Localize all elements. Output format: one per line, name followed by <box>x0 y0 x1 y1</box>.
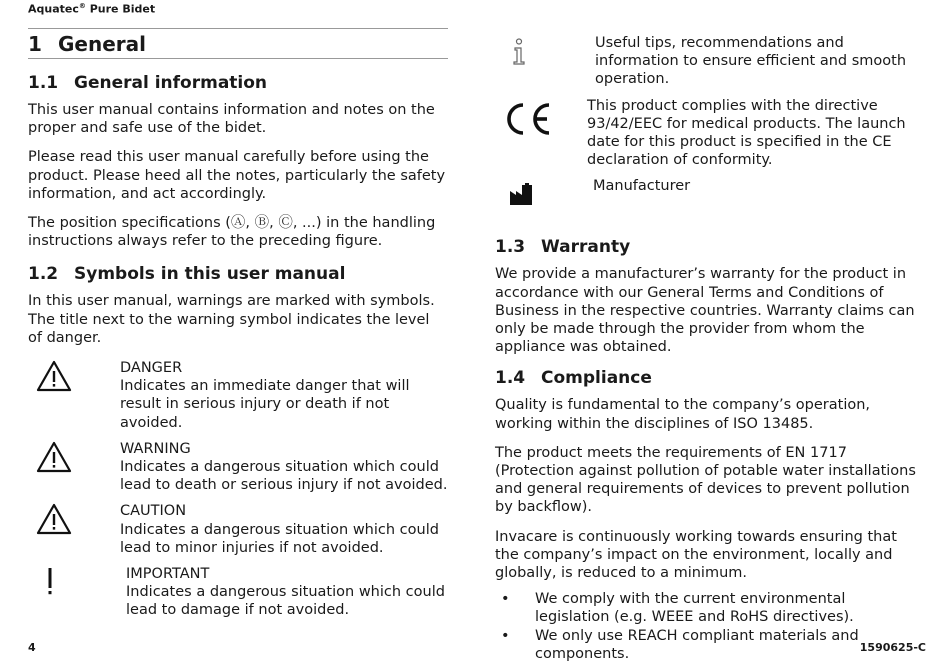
symbol-title: WARNING <box>120 440 191 457</box>
subsection-title: General information <box>74 73 268 93</box>
warning-triangle-icon <box>28 502 120 557</box>
ce-mark-icon <box>495 97 587 170</box>
symbol-description: Indicates a dangerous situation which could lead to damage if not avoided. <box>126 584 445 619</box>
paragraph: We provide a manufacturer’s warranty for the product in accordance with our General Terms and Conditions of Business in the respective countries. Warranty claims can only be made through the provider from whom the appliance was obtained. <box>495 266 915 356</box>
info-icon <box>495 34 595 89</box>
symbol-entry-danger <box>28 359 448 432</box>
subsection-heading-general-information <box>28 73 448 93</box>
symbol-entry-caution <box>28 502 448 557</box>
subsection-title: Warranty <box>541 237 631 258</box>
symbol-description: Indicates an immediate danger that will result in serious injury or death if not avoided. <box>120 378 410 431</box>
list-item <box>495 590 920 626</box>
paragraph: The position specifications (Ⓐ, Ⓑ, Ⓒ, ...) in the handling instructions always refer to the preceding figure. <box>28 215 436 250</box>
document-code: 1590625-C <box>859 641 926 654</box>
subsection-number: 1.3 <box>495 237 526 258</box>
symbol-description: Manufacturer <box>593 178 691 195</box>
symbol-entry-info <box>495 34 920 89</box>
paragraph: This user manual contains information and notes on the proper and safe use of the bidet. <box>28 102 435 137</box>
exclamation-icon <box>28 565 126 620</box>
section-title: General <box>58 32 146 56</box>
page-number: 4 <box>28 641 36 654</box>
symbol-title: IMPORTANT <box>126 566 210 583</box>
subsection-number: 1.4 <box>495 368 526 389</box>
list-item <box>495 627 920 663</box>
left-column <box>28 28 448 628</box>
subsection-number: 1.1 <box>28 73 59 93</box>
symbol-entry-ce <box>495 97 920 170</box>
subsection-title: Symbols in this user manual <box>74 264 346 285</box>
symbol-entry-warning <box>28 440 448 495</box>
warning-triangle-icon <box>28 359 120 432</box>
symbol-description: Indicates a dangerous situation which could lead to minor injuries if not avoided. <box>120 521 439 556</box>
symbol-entry-manufacturer <box>495 177 920 207</box>
list-item-text: We only use REACH compliant materials and components. <box>535 627 859 662</box>
list-item-text: We comply with the current environmental legislation (e.g. WEEE and RoHS directives). <box>535 591 854 626</box>
symbol-title: CAUTION <box>120 503 187 520</box>
symbol-title: DANGER <box>120 360 183 377</box>
symbol-description: Indicates a dangerous situation which could lead to death or serious injury if not avoided. <box>120 459 448 494</box>
subsection-number: 1.2 <box>28 264 59 285</box>
header-product-rest: Pure Bidet <box>85 2 156 16</box>
subsection-title: Compliance <box>541 368 652 389</box>
paragraph: In this user manual, warnings are marked with symbols. The title next to the warning symbol indicates the level of danger. <box>28 293 435 346</box>
section-heading-general <box>28 28 448 59</box>
paragraph: The product meets the requirements of EN 1717 (Protection against pollution of potable water installations and general requirements of devices to prevent pollution by backflow). <box>495 444 916 516</box>
subsection-heading-compliance <box>495 368 920 388</box>
section-number: 1 <box>28 32 42 56</box>
subsection-heading-symbols <box>28 264 448 284</box>
paragraph: Quality is fundamental to the company’s operation, working within the disciplines of ISO 13485. <box>495 397 871 432</box>
symbol-description: This product complies with the directive 93/42/EEC for medical products. The launch date for this product is specified in the CE declaration of conformity. <box>587 97 906 169</box>
symbol-description: Useful tips, recommendations and information to ensure efficient and smooth operation. <box>595 35 907 88</box>
warning-triangle-icon <box>28 440 120 495</box>
running-header <box>28 2 155 16</box>
subsection-heading-warranty <box>495 237 920 257</box>
bullet-icon: • <box>501 627 510 644</box>
header-product: Aquatec <box>28 2 79 16</box>
paragraph: Please read this user manual carefully before using the product. Please heed all the notes, particularly the safety information, and act accordingly. <box>28 149 446 202</box>
symbol-entry-important <box>28 565 448 620</box>
compliance-bullet-list <box>495 590 920 663</box>
bullet-icon: • <box>501 591 510 608</box>
manufacturer-icon <box>495 177 593 207</box>
header-registered-mark: ® <box>78 2 86 10</box>
paragraph: Invacare is continuously working towards ensuring that the company’s impact on the environment, locally and globally, is reduced to a minimum. <box>495 528 897 582</box>
right-column <box>495 28 920 663</box>
